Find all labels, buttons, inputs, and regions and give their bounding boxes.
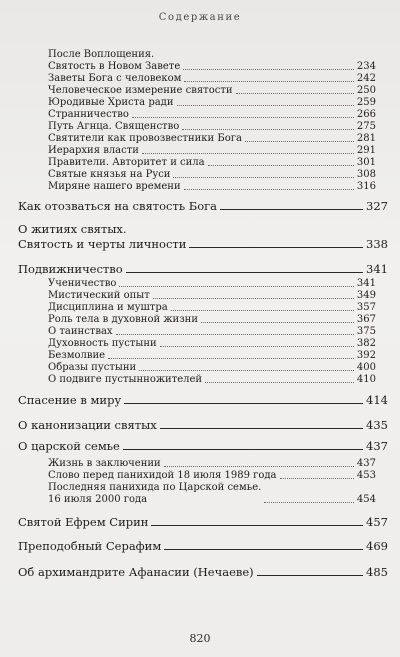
dot-leader: [164, 466, 354, 467]
entry-title: Преподобный Серафим: [18, 539, 162, 553]
dot-leader: [116, 334, 354, 335]
entry-page: 400: [356, 362, 376, 373]
entry-page: 259: [356, 97, 376, 108]
entry-title: Образы пустыни: [48, 362, 137, 373]
dot-leader: [108, 358, 354, 359]
entry-title: Дисциплина и муштра: [48, 302, 168, 313]
entry-title: Правители. Авторитет и сила: [48, 157, 205, 168]
entry-page: 375: [356, 326, 376, 337]
solid-leader: [160, 428, 363, 429]
entry-page: 234: [356, 61, 376, 72]
entry-title: После Воплощения.: [48, 49, 155, 60]
solid-leader: [151, 525, 363, 526]
entry-title: Странничество: [48, 109, 129, 120]
toc-entry[interactable]: [18, 222, 388, 236]
dot-leader: [205, 382, 354, 383]
dot-leader: [280, 478, 354, 479]
entry-title: Святой Ефрем Сирин: [18, 515, 149, 529]
entry-page: 437: [366, 439, 388, 453]
entry-title: Об архимандрите Афанасии (Нечаеве): [18, 565, 254, 579]
entry-page: 454: [356, 494, 376, 505]
entry-page: 266: [356, 109, 376, 120]
entry-title-line-1: Последняя панихида по Царской семье.: [48, 482, 262, 493]
dot-leader: [201, 322, 354, 323]
dot-leader: [245, 141, 354, 142]
entry-page: 327: [366, 199, 388, 213]
toc-entry[interactable]: [48, 73, 376, 85]
toc-entry[interactable]: [48, 314, 376, 326]
entry-page: 453: [356, 470, 376, 481]
entry-page: 349: [356, 290, 376, 301]
page-number: 820: [189, 632, 211, 645]
toc-entry[interactable]: [48, 458, 376, 470]
toc-entry[interactable]: [18, 539, 388, 553]
solid-leader: [123, 449, 363, 450]
entry-title: Слово перед панихидой 18 июля 1989 года: [48, 470, 277, 481]
entry-title: О царской семье: [18, 439, 120, 453]
entry-page: 275: [356, 121, 376, 132]
entry-page: 414: [366, 393, 388, 407]
solid-leader: [257, 575, 363, 576]
solid-leader: [220, 209, 363, 210]
entry-page: 367: [356, 314, 376, 325]
entry-title: [48, 482, 261, 506]
toc-entry[interactable]: [48, 362, 376, 374]
toc-entry[interactable]: [18, 418, 388, 432]
entry-page: 435: [366, 418, 388, 432]
entry-title: Юродивые Христа ради: [48, 97, 174, 108]
toc-entry[interactable]: [18, 565, 388, 579]
toc-entry[interactable]: [18, 439, 388, 453]
entry-title: Человеческое измерение святости: [48, 85, 233, 96]
dot-leader: [177, 105, 354, 106]
toc-entry[interactable]: [48, 109, 376, 121]
dot-leader: [184, 189, 354, 190]
dot-leader: [182, 129, 354, 130]
entry-title: Ученичество: [48, 278, 117, 289]
toc-entry[interactable]: [48, 97, 376, 109]
solid-leader: [124, 403, 363, 404]
dot-leader: [171, 310, 354, 311]
entry-title: Иерархия власти: [48, 145, 139, 156]
entry-page: 281: [356, 133, 376, 144]
dot-leader: [132, 117, 354, 118]
entry-title: Путь Агнца. Священство: [48, 121, 180, 132]
toc-entry[interactable]: [48, 278, 376, 290]
entry-title-line-2: 16 июля 2000 года: [48, 494, 148, 505]
running-header: Содержание: [158, 12, 242, 23]
toc-entry[interactable]: [48, 470, 376, 482]
entry-title: О подвиге пустынножителей: [48, 374, 203, 385]
entry-page: 357: [356, 302, 376, 313]
entry-page: 250: [356, 85, 376, 96]
entry-title: Заветы Бога с человеком: [48, 73, 182, 84]
dot-leader: [160, 346, 354, 347]
toc-entry[interactable]: [48, 121, 376, 133]
entry-title: О житиях святых.: [18, 222, 127, 236]
entry-title: Роль тела в духовной жизни: [48, 314, 198, 325]
entry-title: Мистический опыт: [48, 290, 150, 301]
entry-title: Как отозваться на святость Бога: [18, 199, 217, 213]
entry-title: Святые князья на Руси: [48, 169, 171, 180]
dot-leader: [208, 165, 354, 166]
entry-title: Духовность пустыни: [48, 338, 157, 349]
toc-entry[interactable]: [48, 374, 376, 386]
entry-page: 469: [366, 539, 388, 553]
toc-entry[interactable]: [18, 515, 388, 529]
entry-page: 382: [356, 338, 376, 349]
entry-title: Святители как провозвестники Бога: [48, 133, 242, 144]
entry-page: 410: [356, 374, 376, 385]
toc-entry[interactable]: [48, 326, 376, 338]
toc-entry[interactable]: [48, 338, 376, 350]
entry-page: 301: [356, 157, 376, 168]
entry-page: 392: [356, 350, 376, 361]
entry-page: 316: [356, 181, 376, 192]
entry-page: 485: [366, 565, 388, 579]
entry-page: 341: [356, 278, 376, 289]
dot-leader: [139, 370, 354, 371]
entry-title: Безмолвие: [48, 350, 106, 361]
toc-entry[interactable]: [48, 133, 376, 145]
entry-page: 308: [356, 169, 376, 180]
solid-leader: [189, 247, 363, 248]
toc-entry[interactable]: [48, 85, 376, 97]
dot-leader: [173, 177, 353, 178]
toc-entry[interactable]: [48, 169, 376, 181]
entry-title: Жизнь в заключении: [48, 458, 161, 469]
entry-title: О таинствах: [48, 326, 113, 337]
toc-entry[interactable]: [48, 181, 376, 193]
toc-entry[interactable]: [48, 145, 376, 157]
dot-leader: [264, 502, 354, 503]
dot-leader: [236, 93, 354, 94]
entry-page: 338: [366, 237, 388, 251]
entry-page: 457: [366, 515, 388, 529]
toc-entry[interactable]: [48, 49, 376, 61]
entry-page: 341: [366, 262, 388, 276]
entry-page: 242: [356, 73, 376, 84]
toc-entry[interactable]: [48, 302, 376, 314]
dot-leader: [183, 69, 354, 70]
entry-page: 437: [356, 458, 376, 469]
entry-title: Святость и черты личности: [18, 237, 187, 251]
toc-entry[interactable]: [18, 262, 388, 276]
dot-leader: [142, 153, 354, 154]
toc-entry[interactable]: [18, 199, 388, 213]
toc-entry[interactable]: [48, 290, 376, 302]
dot-leader: [153, 298, 354, 299]
toc-entry[interactable]: [18, 393, 388, 407]
toc-entry[interactable]: [48, 350, 376, 362]
entry-title: Святость в Новом Завете: [48, 61, 181, 72]
solid-leader: [126, 272, 363, 273]
solid-leader: [164, 549, 363, 550]
toc-entry[interactable]: [18, 237, 388, 251]
entry-page: 291: [356, 145, 376, 156]
toc-entry[interactable]: [48, 157, 376, 169]
entry-title: Миряне нашего времени: [48, 181, 181, 192]
entry-title: Спасение в миру: [18, 393, 122, 407]
entry-title: Подвижничество: [18, 262, 123, 276]
dot-leader: [119, 286, 354, 287]
toc-entry[interactable]: [48, 61, 376, 73]
toc-entry[interactable]: [48, 482, 376, 506]
dot-leader: [184, 81, 353, 82]
entry-title: О канонизации святых: [18, 418, 157, 432]
